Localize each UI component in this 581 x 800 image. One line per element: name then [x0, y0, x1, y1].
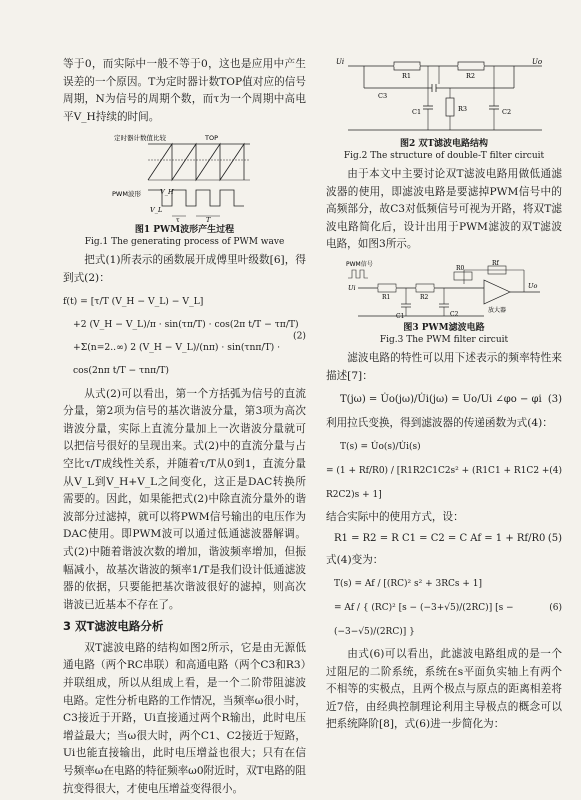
figure-1-caption-en: Fig.1 The generating process of PWM wave [84, 237, 285, 248]
equation-6-number: (6) [549, 602, 562, 613]
fig3-label-amp: 放大器 [488, 306, 507, 314]
fig3-label-r0: R0 [456, 264, 465, 272]
paragraph-circuit: 双T滤波电路的结构如图2所示，它是由无源低通电路（两个RC串联）和高通电路（两个C3和R3）并联组成，所以从组成上看，是一个二阶带阻滤波电路。定性分析电路的工作情况，当频率ω很小时，C3接近于开路，Ui直接通过两个R输出，此时电压增益最大；当ω很大时，两个C1、C2接近于短路，Ui也能直接输出，此时电压增益也很大；只有在信号频率ω在电路的特征频率ω0附近时，双T电路的阻抗变得很大，才使电压增益变得很小。 [63, 641, 306, 795]
equation-6 [326, 572, 562, 644]
fig2-label-c2: C2 [502, 108, 512, 116]
fig2-label-c1: C1 [412, 108, 422, 116]
equation-2-line-2: +2 (V_H − V_L)/π · sin(τπ/T) · cos(2π t/T − τπ/T) [73, 318, 299, 330]
paragraph-intro: 由于本文中主要讨论双T滤波电路用做低通滤波器的使用，即滤波电路是要滤掉PWM信号中的高频部分，故C3对低频信号可视为开路，将双T滤波电路简化后，设计出用于PWM滤波的双T滤波电路，如图3所示。 [326, 168, 562, 251]
fig1-label-pwm: PWM波形 [111, 190, 141, 199]
figure-3-pwm-filter-circuit [344, 258, 544, 322]
equation-2-line-1: f(t) = [τ/T (V_H − V_L) − V_L] [63, 295, 204, 307]
fig1-label-T: T [205, 216, 210, 225]
fig2-label-c3: C3 [378, 92, 388, 100]
equation-5-number: (5) [547, 533, 562, 545]
equation-3-body: T(jω) = U̇o(jω)/U̇i(jω) = Uo/Ui ∠φo − φi [340, 394, 542, 406]
fig1-label-counter: 定时器计数值比较 [113, 134, 166, 143]
fig3-label-c2: C2 [450, 310, 459, 318]
paragraph-eq5: 式(4)变为： [326, 554, 384, 567]
equation-4-line-1: T(s) = U̇o(s)/U̇i(s) [340, 441, 421, 452]
paragraph-characteristic: 滤波电路的特性可以用下述表示的频率特性来描述[7]： [326, 351, 562, 382]
fig1-label-top: TOP [204, 134, 218, 143]
equation-5 [326, 528, 562, 550]
fig3-label-rf: Rf [492, 259, 499, 267]
equation-4 [326, 435, 562, 507]
paragraph-combine: 结合实际中的使用方式，设： [326, 510, 464, 523]
equation-2-line-3: +Σ(n=2..∞) 2 (V_H − V_L)/(nπ) · sin(τnπ/T) · cos(2nπ t/T − τnπ/T) [73, 341, 281, 376]
left-column [63, 0, 306, 798]
fig2-label-r3: R3 [458, 105, 468, 113]
fig2-label-uo: Uo [532, 58, 543, 66]
figure-3-caption-en: Fig.3 The PWM filter circuit [379, 334, 509, 345]
fig3-label-c1: C1 [396, 312, 405, 320]
equation-2 [63, 290, 306, 382]
equation-6-line-2: = Af / { (RC)² [s − (−3+√5)/(2RC)] [s − (−3−√5)/(2RC)] } [334, 602, 514, 637]
fig1-label-tau: τ [175, 216, 180, 225]
figure-2-caption-en: Fig.2 The structure of double-T filter circuit [343, 151, 545, 161]
equation-4-line-2: = (1 + Rf/R0) / [R1R2C1C2s² + (R1C1 + R1C2 + R2C2)s + 1] [326, 465, 550, 500]
equation-3 [326, 387, 562, 413]
fig2-label-r2: R2 [466, 72, 476, 80]
paragraph-top: 等于0，而实际中一般不等于0，这也是应用中产生误差的一个原因。T为定时器计数TOP值对应的信号周期，N为信号的周期个数，而τ为一个周期中高电平V_H持续的时间。 [63, 58, 306, 123]
paragraph-end: 由式(6)可以看出，此滤波电路组成的是一个过阻尼的二阶系统，系统在s平面负实轴上有两个不相等的实极点，且两个极点与原点的距离相差将近7倍，由经典控制理论利用主导极点的概念可以把系统降阶[8]，式(6)进一步简化为： [326, 647, 562, 731]
fig3-label-pwm: PWM信号 [346, 260, 373, 268]
figure-2-double-t-circuit [334, 54, 554, 138]
fig2-label-ui: Ui [336, 58, 345, 66]
figure-1-pwm-process [110, 132, 260, 224]
fig1-label-vl: V_L [149, 206, 162, 215]
fig3-label-r1: R1 [382, 293, 391, 301]
fig3-label-ui: Ui [348, 283, 356, 292]
paragraph-laplace: 利用拉氏变换，得到滤波器的传递函数为式(4)： [326, 417, 553, 430]
fig3-label-uo: Uo [528, 281, 538, 290]
paragraph-expand: 把式(1)所表示的函数展开成傅里叶级数[6]，得到式(2)： [63, 254, 306, 284]
equation-4-number: (4) [549, 465, 562, 476]
fig3-label-r2: R2 [420, 293, 429, 301]
paragraph-analysis: 从式(2)可以看出，第一个方括弧为信号的直流分量，第2项为信号的基次谐波分量，第3项为高次谐波分量，实际上直流分量加上一次谐波分量就可以把信号很好的呈现出来。式(2)中的直流分量与占空比τ/T成线性关系，并随着τ/T从0到1，直流分量从V_L到V_H+V_L之间变化，这正是DAC转换所需要的。因此，如果能把式(2)中除直流分量外的谐波部分过滤掉，就可以将PWM信号输出的电压作为DAC使用。即PWM波可以通过低通滤波器解调。式(2)中随着谐波次数的增加，谐波频率增加，但振幅减小，故基次谐波的频率1/T是我们设计低通滤波器的依据，只要能把基次谐波很好的滤掉，则高次谐波已近基本不存在了。 [63, 387, 306, 611]
section-heading-3: 3 双T滤波电路分析 [63, 619, 164, 634]
equation-3-number: (3) [547, 394, 562, 406]
equation-5-body: R1 = R2 = R C1 = C2 = C Af = 1 + Rf/R0 [334, 533, 546, 545]
fig2-label-r1: R1 [402, 72, 412, 80]
figure-2-caption-zh: 图2 双T滤波电路结构 [399, 139, 489, 149]
figure-3-caption-zh: 图3 PWM滤波电路 [403, 322, 485, 333]
equation-6-line-1: T(s) = Af / [(RC)² s² + 3RCs + 1] [334, 578, 482, 589]
fig1-label-vh: V_H [159, 188, 174, 197]
equation-2-number: (2) [292, 330, 306, 342]
figure-1-caption-zh: 图1 PWM波形产生过程 [134, 225, 235, 236]
right-column [326, 0, 562, 734]
